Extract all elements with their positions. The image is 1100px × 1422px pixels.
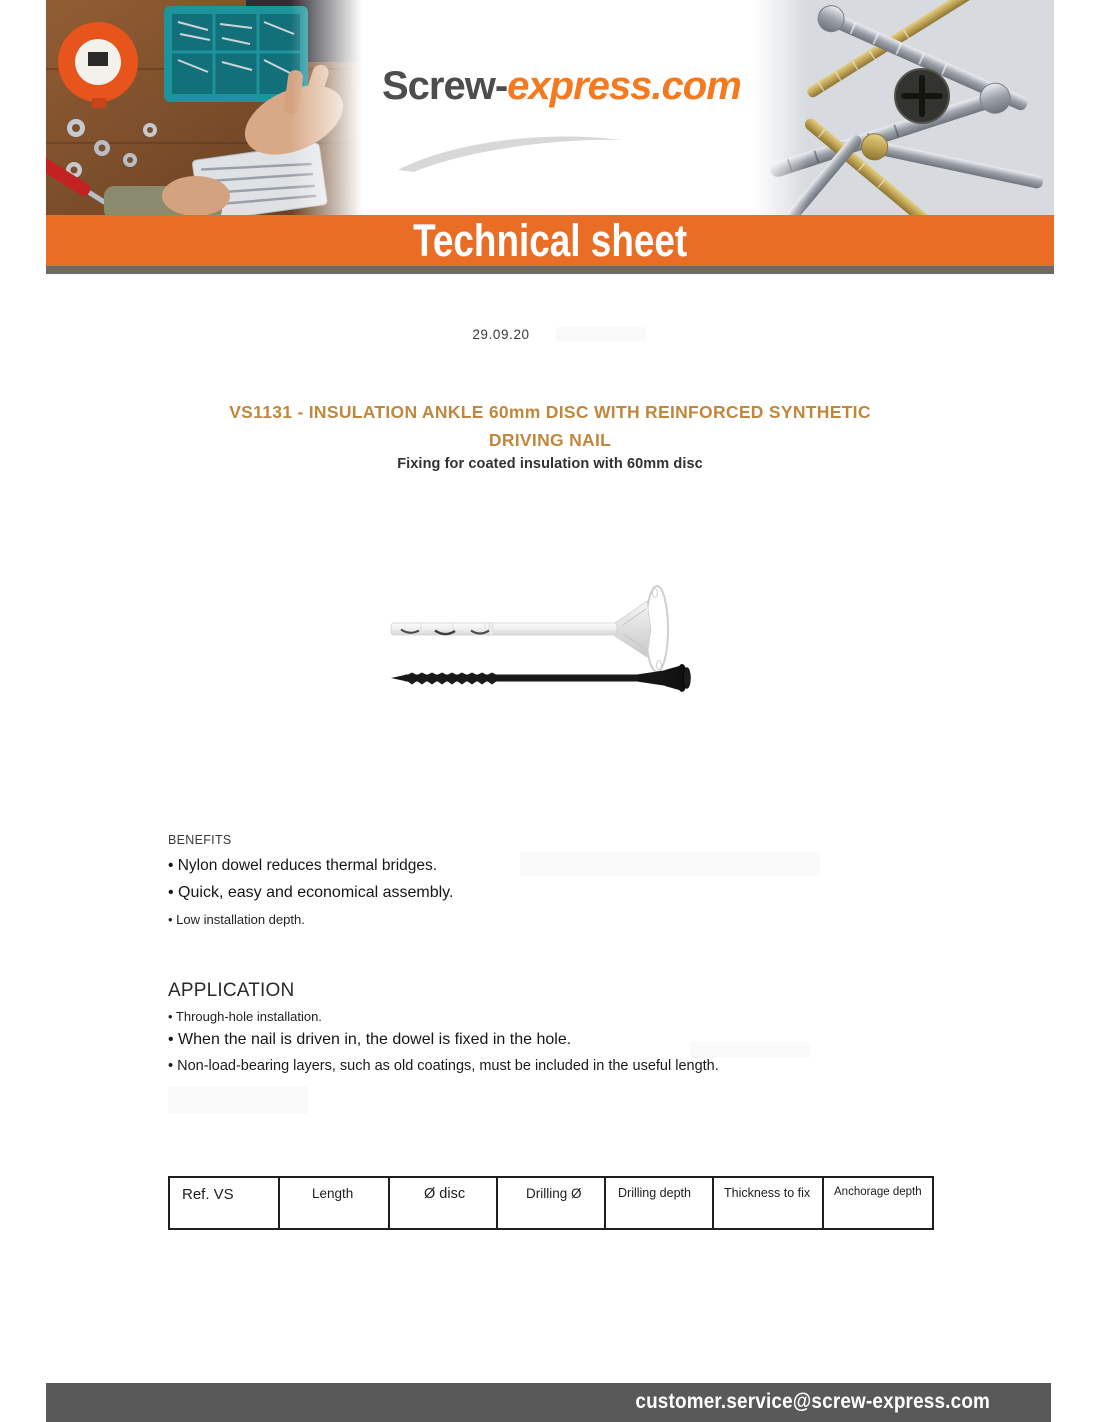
page-title-line1: VS1131 - INSULATION ANKLE 60mm DISC WITH REINFORCED SYNTHETIC [229,402,871,422]
banner [46,215,1054,266]
benefits-item: • Quick, easy and economical assembly. [168,884,454,901]
brand-logo [382,64,741,109]
scan-artifact [168,1086,308,1114]
application-item: • Non-load-bearing layers, such as old coatings, must be included in the useful length. [168,1058,719,1074]
benefits-item: • Nylon dowel reduces thermal bridges. [168,857,438,874]
page-title-line2: DRIVING NAIL [488,430,612,450]
table-header-ref: Ref. VS [169,1177,279,1229]
product-image [385,585,720,710]
benefits-heading: BENEFITS [168,833,232,847]
logo-zone [362,0,754,215]
dowel-illustration [391,586,668,672]
nail-illustration [391,664,691,692]
scan-artifact [690,1042,810,1058]
table-header-length: Length [279,1177,389,1229]
header [46,0,1054,215]
page-subtitle: Fixing for coated insulation with 60mm disc [397,456,703,472]
table-header-disc-diameter: Ø disc [389,1177,497,1229]
logo-text-secondary: express.com [507,64,741,108]
page-title [46,398,1054,454]
logo-text-primary: Screw- [382,64,508,108]
table-header-drilling-diameter: Drilling Ø [497,1177,605,1229]
footer-email: customer.service@screw-express.com [635,1389,990,1413]
workbench-photo-illustration [46,0,362,215]
footer-bar [46,1383,1051,1422]
header-divider [46,266,1054,274]
scan-artifact [520,852,820,876]
document-date: 29.09.20 [472,327,530,342]
application-item: • Through-hole installation. [168,1009,322,1024]
screws-photo-illustration [754,0,1054,215]
application-item: • When the nail is driven in, the dowel is fixed in the hole. [168,1031,572,1048]
table-header-drilling-depth: Drilling depth [605,1177,713,1229]
application-heading: APPLICATION [168,980,295,1001]
table-header-thickness-to-fix: Thickness to fix [713,1177,823,1229]
workbench-photo [46,0,362,215]
benefits-item: • Low installation depth. [168,912,305,927]
table-header-anchorage-depth: Anchorage depth [823,1177,933,1229]
spec-table-header-row [169,1177,933,1229]
scan-artifact [556,327,646,341]
logo-swoosh-icon [394,128,629,172]
spec-table [168,1176,934,1230]
screws-photo [754,0,1054,215]
banner-title: Technical sheet [412,214,688,266]
